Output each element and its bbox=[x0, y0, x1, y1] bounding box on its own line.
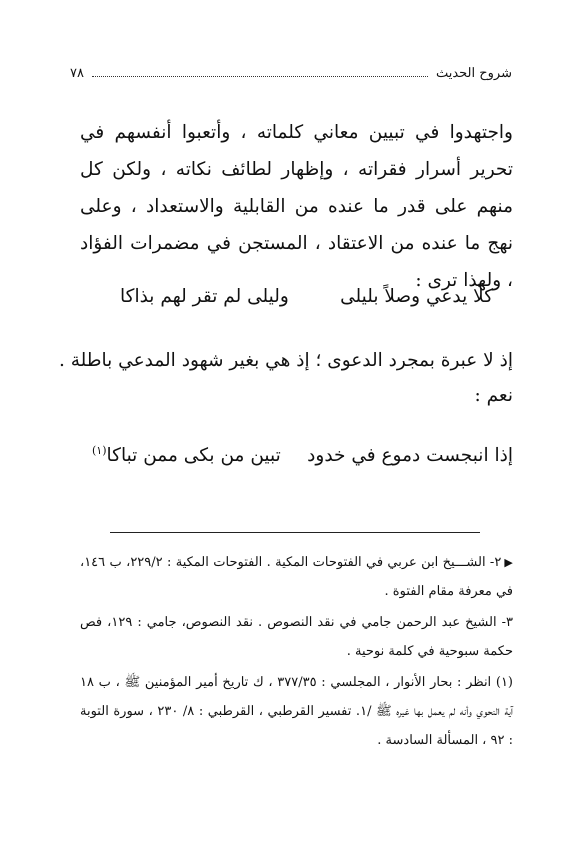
footnote-2 bbox=[80, 548, 513, 606]
verse-2-second-hemistich bbox=[80, 444, 281, 466]
verse-line-2 bbox=[80, 437, 513, 473]
footnote-separator bbox=[110, 532, 480, 533]
footnote-2-text: ٢- الشـــيخ ابن عربي في الفتوحات المكية . الفتوحات المكية : ٢٢٩/٢، ب ١٤٦، في معرفة مقام الفتوة . bbox=[80, 555, 513, 599]
footnote-arrow-icon: ▶ bbox=[504, 556, 513, 569]
claim-sentence: إذ لا عبرة بمجرد الدعوى ؛ إذ هي بغير شهود المدعي باطلة . bbox=[58, 350, 513, 371]
footnote-3: ٣- الشيخ عبد الرحمن جامي في نقد النصوص . نقد النصوص، جامي : ١٢٩، فص حكمة سبوحية في كلمة نوحية . bbox=[80, 615, 514, 659]
page-number: ٧٨ bbox=[70, 66, 84, 81]
verse-2-first-hemistich: إذا انبجست دموع في خدود bbox=[307, 444, 513, 466]
footnotes-block bbox=[80, 548, 513, 757]
verse-1-second-hemistich: وليلى لم تقر لهم بذاكا bbox=[120, 285, 289, 307]
main-paragraph: واجتهدوا في تبيين معاني كلماته ، وأتعبوا أنفسهم في تحرير أسرار فقراته ، وإظهار لطائف نكاته ، ولكن كل منهم على قدر ما عنده من القابلية والاستعداد ، وعلى نهج ما عنده من الاعتقاد ، المستجن في مضمرات الفؤاد ، ولهذا ترى : bbox=[80, 122, 513, 291]
footnote-1: (١) انظر : بحار الأنوار ، المجلسي : ٣٧٧/٣٥ ، ك تاريخ أمير المؤمنين ﷺ ، ب ١٨ آية النحوي وأنه لم يعمل بها غيره ﷺ /١. تفسير القرطبي ، القرطبي : ٨/ ٢٣٠ ، سورة التوبة : ٩٢ ، المسألة السادسة . bbox=[80, 675, 514, 748]
verse-line-1 bbox=[80, 278, 513, 314]
naam-line: نعم : bbox=[474, 385, 513, 406]
running-title: شروح الحديث bbox=[435, 66, 512, 81]
footnote-reference: (١) bbox=[92, 443, 107, 457]
running-header bbox=[70, 66, 512, 86]
verse-2-second-text: تبين من بكى ممن تباكا bbox=[106, 445, 281, 467]
header-dot-leader bbox=[92, 76, 428, 77]
verse-1-first-hemistich: كلًا يدعي وصلاً بليلى bbox=[340, 285, 493, 307]
